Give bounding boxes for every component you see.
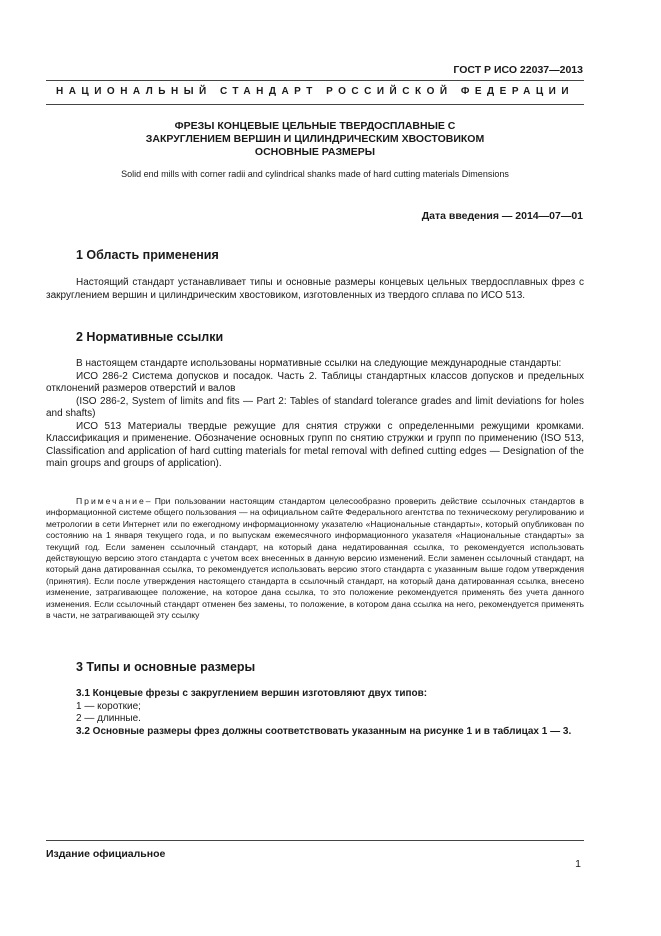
title-line-3: ОСНОВНЫЕ РАЗМЕРЫ (254, 146, 376, 158)
section-2-paragraph-3: (ISO 286-2, System of limits and fits — Part 2: Tables of standard tolerance grades and limit deviations for holes and shafts) (46, 395, 584, 419)
page-number: 1 (575, 858, 581, 870)
section-2-paragraph-2: ИСО 286-2 Система допусков и посадок. Часть 2. Таблицы стандартных классов допусков и предельных отклонений размеров отверстий и валов (46, 370, 584, 394)
clause-3-1: 3.1 Концевые фрезы с закруглением вершин изготовляют двух типов: (76, 688, 428, 699)
clause-3-2: 3.2 Основные размеры фрез должны соответствовать указанным на рисунке 1 и в таблицах 1 — 3. (76, 725, 572, 737)
top-rule (46, 80, 584, 81)
banner-rule (46, 104, 584, 105)
type-item-2: 2 — длинные. (76, 713, 141, 724)
section-2-paragraph-4: ИСО 513 Материалы твердые режущие для снятия стружки с определенными режущими кромками. Классификация и применение. Обозначение основных групп по снятию стружки и групп по применению (ISO 513, Classification and application of hard cutting materials for metal removal with defined cutting edges — Designation of the main groups and groups of application). (46, 420, 584, 469)
section-1-heading: 1 Область применения (76, 248, 219, 262)
section-2-heading: 2 Нормативные ссылки (76, 330, 224, 344)
section-3-heading: 3 Типы и основные размеры (76, 660, 256, 674)
document-code: ГОСТ Р ИСО 22037—2013 (453, 64, 583, 76)
english-title: Solid end mills with corner radii and cylindrical shanks made of hard cutting materials Dimensions (121, 169, 509, 179)
standard-banner: НАЦИОНАЛЬНЫЙ СТАНДАРТ РОССИЙСКОЙ ФЕДЕРАЦИИ (55, 86, 575, 97)
section-1-text (46, 277, 584, 302)
document-title (46, 120, 584, 159)
title-line-1: ФРЕЗЫ КОНЦЕВЫЕ ЦЕЛЬНЫЕ ТВЕРДОСПЛАВНЫЕ С (174, 120, 456, 132)
type-item-1: 1 — короткие; (76, 700, 141, 712)
note-text: – При пользовании настоящим стандартом целесообразно проверить действие ссылочных стандартов в информационной системе общего пользования — на официальном сайте Федерального агентства по техническому регулированию и метрологии в сети Интернет или по ежегодному информационному указателю «Национальные стандарты», который опубликован по состоянию на 1 января текущего года, и по выпускам ежемесячного информационного указателя «Национальные стандарты» за текущий год. Если заменен ссылочный стандарт, на который дана недатированная ссылка, то рекомендуется использовать действующую версию этого стандарта с учетом всех внесенных в данную версию изменений. Если заменен ссылочный стандарт, на который дана датированная ссылка, то рекомендуется использовать версию этого стандарта с указанным выше годом утверждения (принятия). Если после утверждения настоящего стандарта в ссылочный стандарт, на который дана датированная ссылка, внесено изменение, затрагивающее положение, на которое дана ссылка, то это положение рекомендуется применять без учета данного изменения. Если ссылочный стандарт отменен без замены, то положение, в котором дана ссылка на него, рекомендуется применять в части, не затрагивающей эту ссылку (46, 496, 584, 621)
section-3-text (46, 688, 584, 738)
footer-rule (46, 840, 584, 841)
introduction-date: Дата введения — 2014—07—01 (421, 210, 583, 222)
official-edition: Издание официальное (46, 848, 166, 860)
note-label: Примечание (76, 496, 146, 506)
section-1-paragraph: Настоящий стандарт устанавливает типы и основные размеры концевых цельных твердосплавных фрез с закруглением вершин и цилиндрическим хвостовиком, изготовленных из твердого сплава по ИСО 513. (46, 277, 584, 301)
title-line-2: ЗАКРУГЛЕНИЕМ ВЕРШИН И ЦИЛИНДРИЧЕСКИМ ХВОСТОВИКОМ (145, 133, 485, 145)
note-block (46, 496, 584, 621)
section-2-paragraph-1: В настоящем стандарте использованы нормативные ссылки на следующие международные стандарты: (76, 358, 562, 369)
section-2-text (46, 358, 584, 471)
